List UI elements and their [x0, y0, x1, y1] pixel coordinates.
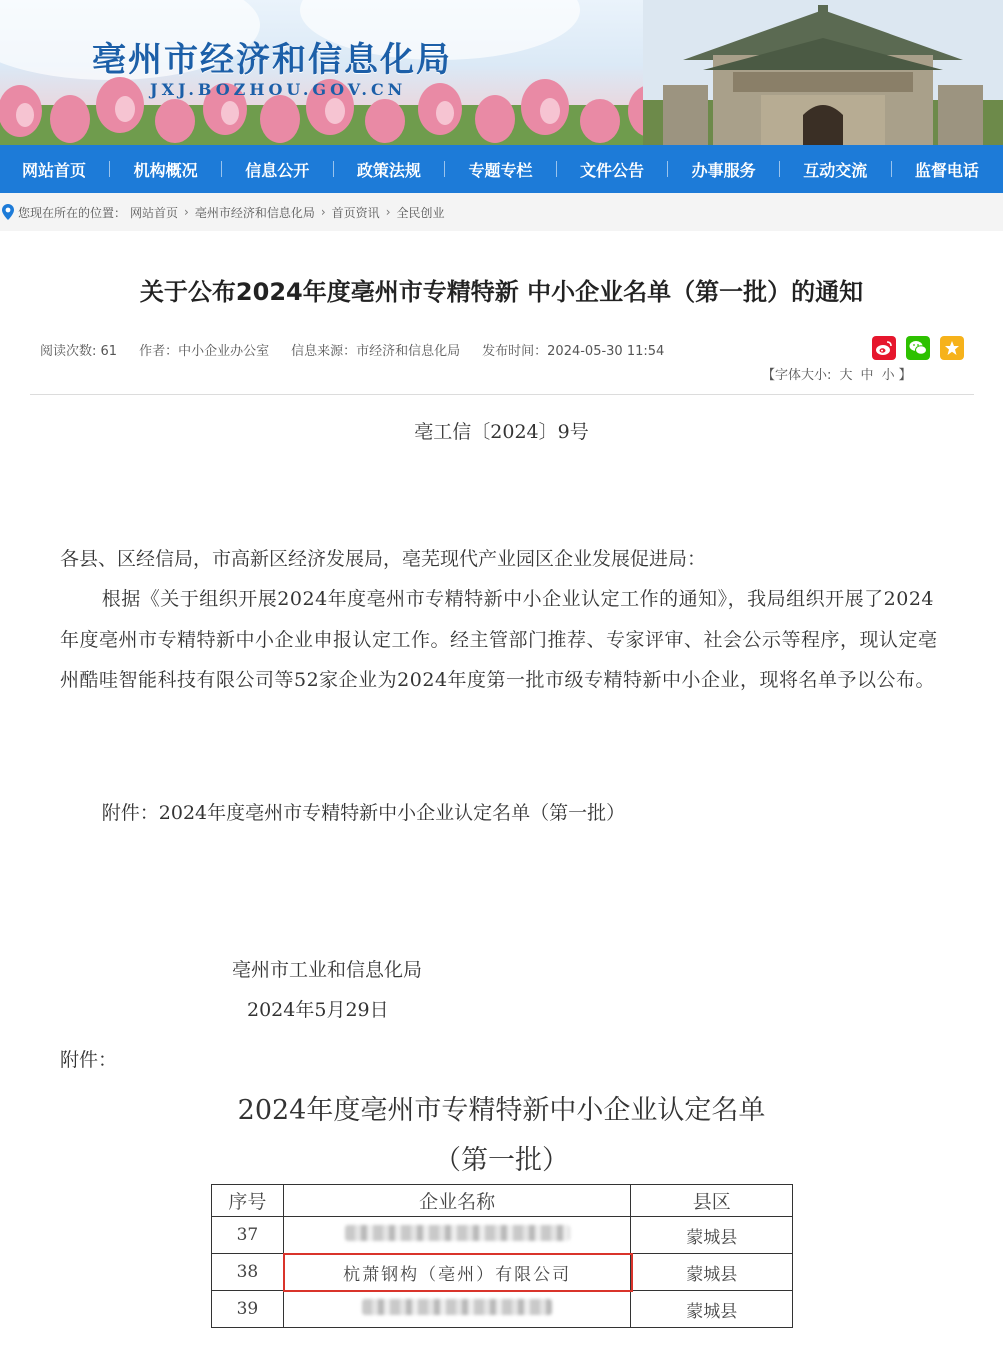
font-size-medium-button[interactable]: 中	[860, 368, 874, 383]
column-header-company: 企业名称	[283, 1185, 631, 1217]
views-meta	[40, 340, 117, 359]
nav-divider	[891, 161, 892, 177]
nav-item-announcements[interactable]: 文件公告	[580, 160, 645, 180]
font-size-label: 【字体大小:	[762, 368, 832, 383]
nav-divider	[779, 161, 780, 177]
nav-divider	[444, 161, 445, 177]
time-label: 发布时间：	[482, 344, 548, 359]
document-number: 亳工信〔2024〕9号	[414, 421, 589, 443]
breadcrumb-separator-icon: ›	[320, 205, 326, 219]
share-buttons	[872, 336, 964, 360]
row-county: 蒙城县	[631, 1217, 793, 1254]
table-header-row	[212, 1185, 793, 1217]
site-url: JXJ.BOZHOU.GOV.CN	[150, 80, 407, 99]
main-paragraph: 根据《关于组织开展2024年度亳州市专精特新中小企业认定工作的通知》，我局组织开展了2024年度亳州市专精特新中小企业申报认定工作。经主管部门推荐、专家评审、社会公示等程序，现认定亳州酷哇智能科技有限公司等52家企业为2024年度第一批市级专精特新中小企业，现将名单予以公布。	[60, 588, 938, 691]
breadcrumb	[0, 193, 1003, 231]
font-size-large-button[interactable]: 大	[839, 368, 853, 383]
nav-item-policies[interactable]: 政策法规	[356, 160, 421, 180]
source-label: 信息来源：	[291, 344, 357, 359]
row-number: 39	[212, 1291, 284, 1328]
main-nav	[0, 145, 1003, 193]
nav-divider	[109, 161, 110, 177]
column-header-county: 县区	[631, 1185, 793, 1217]
list-subtitle: （第一批）	[434, 1145, 569, 1176]
location-pin-icon	[2, 204, 14, 220]
nav-item-interaction[interactable]: 互动交流	[803, 160, 868, 180]
list-title: 2024年度亳州市专精特新中小企业认定名单	[237, 1095, 766, 1126]
redacted-blur	[345, 1225, 570, 1241]
weibo-icon[interactable]	[872, 336, 896, 360]
wechat-icon[interactable]	[906, 336, 930, 360]
breadcrumb-prefix: 您现在所在的位置：	[18, 205, 127, 220]
column-header-number: 序号	[212, 1185, 284, 1217]
signature-org: 亳州市工业和信息化局	[232, 959, 423, 981]
company-name-redacted	[283, 1291, 631, 1328]
salutation: 各县、区经信局，市高新区经济发展局，亳芜现代产业园区企业发展促进局：	[60, 548, 707, 570]
time-value: 2024-05-30 11:54	[547, 344, 665, 359]
nav-divider	[556, 161, 557, 177]
font-size-small-button[interactable]: 小	[881, 368, 895, 383]
redacted-blur	[362, 1299, 552, 1315]
article-title: 关于公布2024年度亳州市专精特新 中小企业名单（第一批）的通知	[139, 278, 864, 306]
nav-item-supervision-hotline[interactable]: 监督电话	[914, 160, 979, 180]
breadcrumb-bureau[interactable]: 亳州市经济和信息化局	[194, 205, 315, 220]
row-number: 38	[212, 1254, 284, 1291]
row-number: 37	[212, 1217, 284, 1254]
site-title: 亳州市经济和信息化局	[92, 40, 452, 80]
attachment-line: 附件：2024年度亳州市专精特新中小企业认定名单（第一批）	[101, 802, 626, 824]
company-name: 杭萧钢构（亳州）有限公司	[283, 1254, 631, 1291]
author-label: 作者：	[139, 344, 179, 359]
nav-item-organization[interactable]: 机构概况	[133, 160, 198, 180]
views-label: 阅读次数:	[40, 344, 97, 359]
nav-divider	[333, 161, 334, 177]
row-county: 蒙城县	[631, 1291, 793, 1328]
breadcrumb-current[interactable]: 全民创业	[396, 205, 445, 220]
nav-item-special-topics[interactable]: 专题专栏	[468, 160, 533, 180]
star-icon[interactable]	[940, 336, 964, 360]
nav-item-information-disclosure[interactable]: 信息公开	[245, 160, 310, 180]
source-meta	[291, 340, 460, 359]
ancient-gate-building-image	[643, 0, 1003, 145]
nav-item-services[interactable]: 办事服务	[691, 160, 756, 180]
header-banner	[0, 0, 1003, 145]
source-value: 市经济和信息化局	[356, 344, 461, 359]
breadcrumb-separator-icon: ›	[184, 205, 189, 219]
author-meta	[139, 340, 269, 359]
company-name-redacted	[283, 1217, 631, 1254]
attachment-label: 附件：	[60, 1049, 118, 1071]
font-size-close: 】	[898, 368, 912, 383]
breadcrumb-separator-icon: ›	[385, 205, 391, 219]
table-row	[212, 1217, 793, 1254]
time-meta	[482, 340, 664, 359]
author-value: 中小企业办公室	[178, 344, 270, 359]
breadcrumb-home[interactable]: 网站首页	[130, 205, 179, 220]
table-row	[212, 1291, 793, 1328]
highlight-box	[283, 1253, 633, 1292]
nav-divider	[667, 161, 668, 177]
nav-divider	[221, 161, 222, 177]
divider	[30, 394, 974, 395]
views-count: 61	[100, 344, 118, 359]
nav-item-home[interactable]: 网站首页	[22, 160, 87, 180]
font-size-control	[762, 364, 912, 383]
signature-date: 2024年5月29日	[247, 999, 389, 1021]
row-county: 蒙城县	[631, 1254, 793, 1291]
article-meta	[40, 340, 664, 359]
breadcrumb-news[interactable]: 首页资讯	[331, 205, 380, 220]
